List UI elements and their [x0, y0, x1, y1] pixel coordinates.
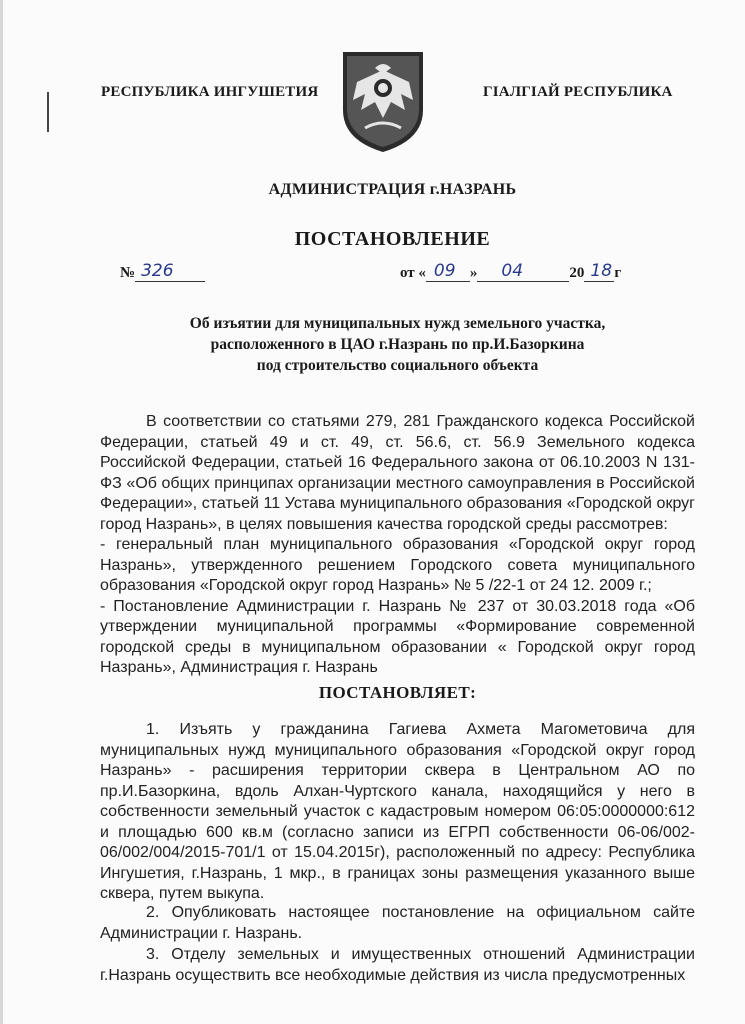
document-date: [400, 263, 621, 282]
subject-line: под строительство социального объекта: [256, 357, 539, 374]
considered-item: - генеральный план муниципального образования «Городской округ город Назрань», утвержденного решением Городского совета муниципального образования «Городской округ город Назрань» № 5 /22-1 от 24 12. 2009 г.;: [100, 536, 695, 594]
header-republic-ru: РЕСПУБЛИКА ИНГУШЕТИЯ: [101, 84, 319, 100]
considered-item: - Постановление Администрации г. Назрань № 237 от 30.03.2018 года «Об утверждении муниципальной программы «Формирование современной городской среды в муниципальном образовании « Городской округ город Назрань», Администрация г. Назрань: [100, 597, 695, 676]
date-month: 04: [501, 261, 524, 281]
number-field: [135, 263, 205, 282]
subject-line: расположенного в ЦАО г.Назрань по пр.И.Базоркина: [210, 336, 585, 353]
date-month-field: [477, 263, 569, 282]
document-subject: [0, 313, 745, 376]
date-suffix: г: [614, 265, 622, 281]
resolve-heading: ПОСТАНОВЛЯЕТ:: [318, 683, 477, 702]
resolution-item: 2. Опубликовать настоящее постановление на официальном сайте Администрации г. Назрань.: [100, 904, 695, 942]
resolution-item: 1. Изъять у гражданина Гагиева Ахмета Магометовича для муниципальных нужд муниципального образования «Городской округ город Назрань» - расширения территории сквера в Центральном АО по пр.И.Базоркина, вдоль Алхан-Чуртского канала, находящийся у него в собственности земельный участок с кадастровым номером 06:05:0000000:612 и площадью 600 кв.м (согласно записи из ЕГРП собственности 06-06/002-06/002/004/2015-701/1 от 15.04.2015г), расположенный по адресу: Республика Ингушетия, г.Назрань, 1 мкр., в границах зоны размещения указанного выше сквера, путем выкупа.: [100, 721, 695, 902]
scan-edge: [0, 0, 3, 1024]
margin-mark: [47, 92, 49, 132]
date-day: 09: [433, 261, 456, 281]
date-year-field: [584, 263, 614, 282]
date-day-field: [426, 263, 470, 282]
document-number: [120, 263, 205, 282]
document-title: ПОСТАНОВЛЕНИЕ: [294, 228, 491, 250]
preamble-block: [100, 412, 695, 679]
date-year: 18: [590, 261, 613, 281]
administration-name: АДМИНИСТРАЦИЯ г.НАЗРАНЬ: [268, 181, 517, 198]
number-value: 326: [141, 261, 174, 281]
subject-line: Об изъятии для муниципальных нужд земельного участка,: [189, 315, 606, 332]
date-mid: »: [469, 265, 478, 281]
preamble-paragraph: В соответствии со статьями 279, 281 Гражданского кодекса Российской Федерации, статьей 49 и ст. 49, ст. 56.6, ст. 56.9 Земельного кодекса Российской Федерации, статьей 16 Федерального закона от 06.10.2003 N 131-ФЗ «Об общих принципах организации местного самоуправления в Российской Федерации», статьей 11 Устава муниципального образования «Городской округ город Назрань», в целях повышения качества городской среды рассмотрев:: [100, 413, 695, 533]
date-year-prefix: 20: [569, 265, 585, 281]
coat-of-arms-icon: [335, 48, 431, 154]
date-prefix: от «: [400, 265, 426, 281]
resolution-item: 3. Отделу земельных и имущественных отношений Администрации г.Назрань осуществить все необходимые действия из числа предусмотренных: [100, 946, 695, 984]
number-label: №: [120, 265, 136, 281]
header-republic-ing: ГIАЛГIАЙ РЕСПУБЛИКА: [483, 84, 673, 100]
